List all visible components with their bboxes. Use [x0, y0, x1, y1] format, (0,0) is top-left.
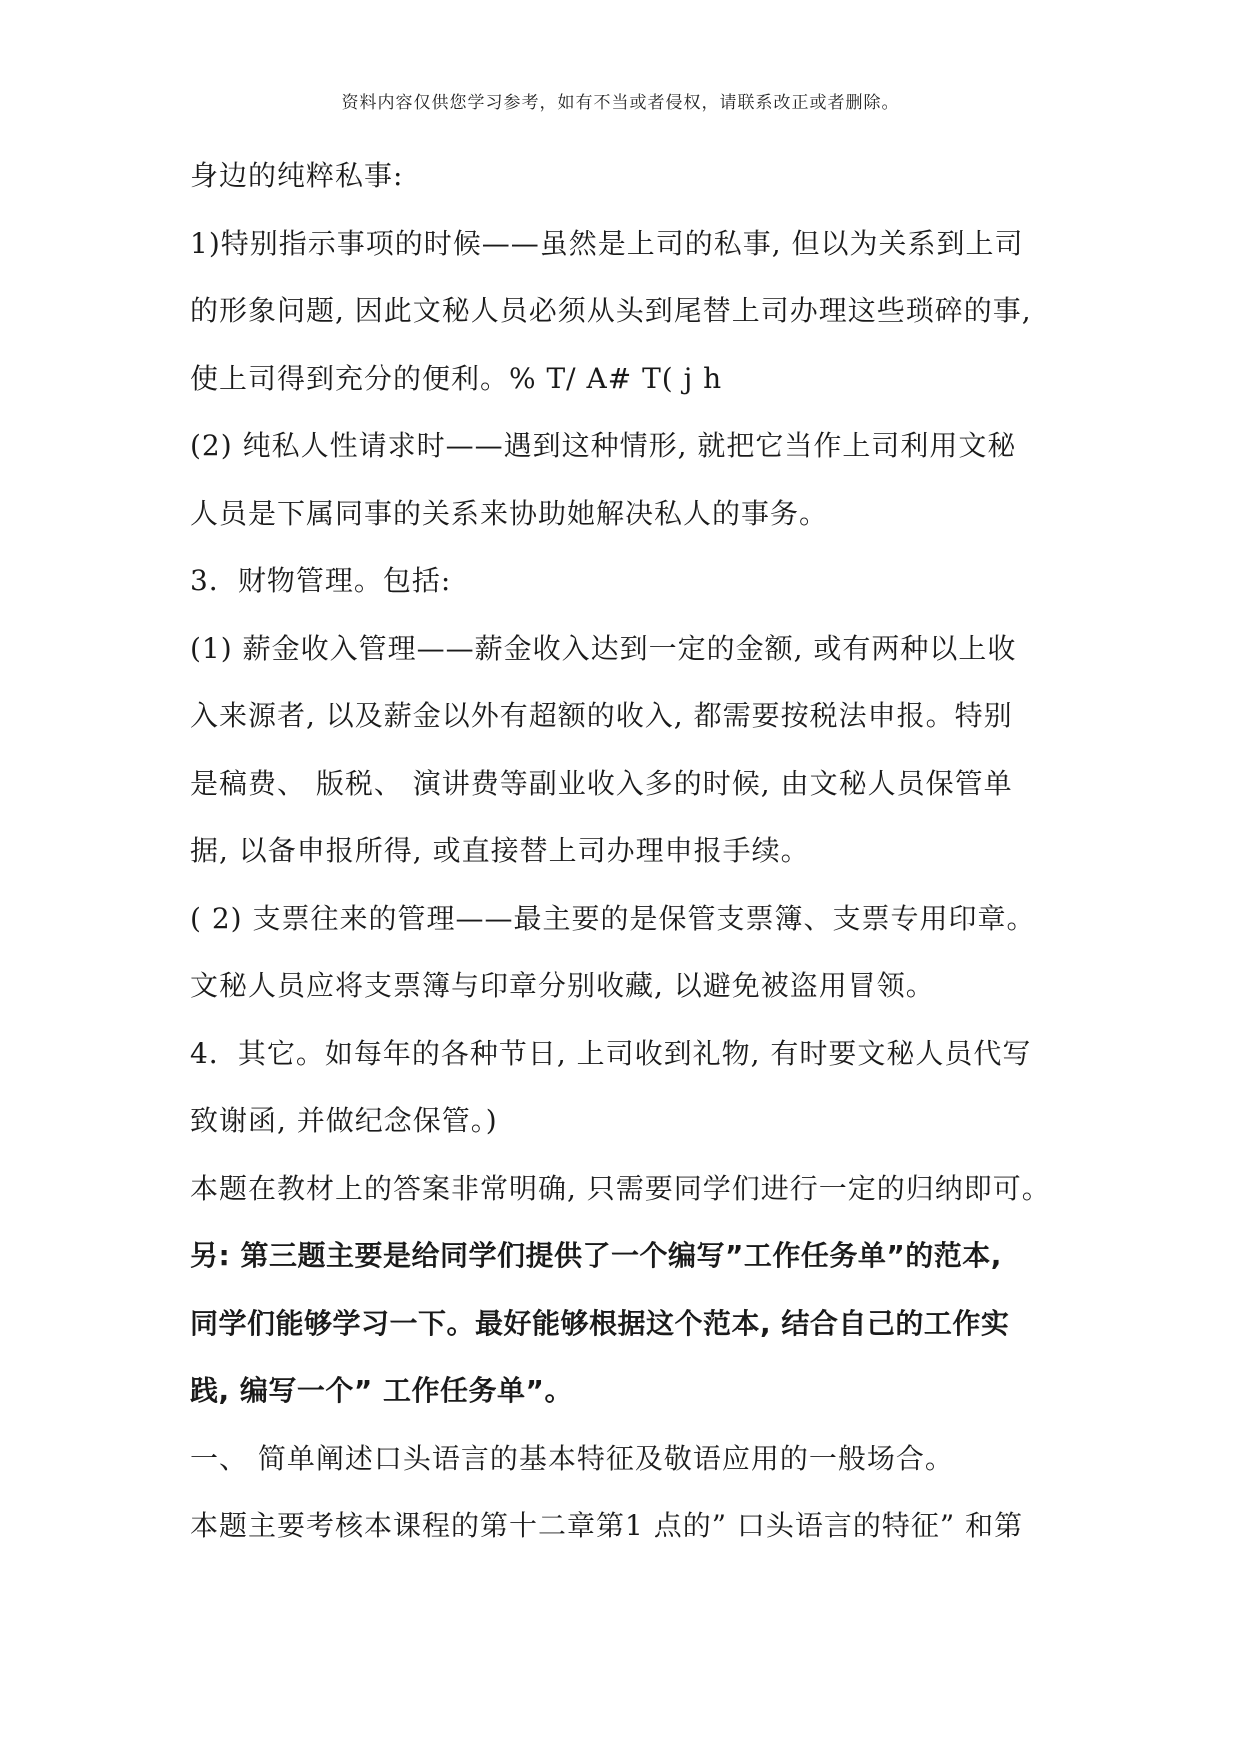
text-line: ( 2) 支票往来的管理——最主要的是保管支票簿、支票专用印章。: [190, 901, 1036, 935]
document-body: [190, 155, 1070, 1573]
text-line: 使上司得到充分的便利。% T/ A# T( j h: [190, 361, 723, 395]
text-line: 本题主要考核本课程的第十二章第1 点的” 口头语言的特征” 和第: [190, 1509, 1024, 1542]
question-heading: 一、 简单阐述口头语言的基本特征及敬语应用的一般场合。: [190, 1441, 954, 1475]
text-line: 入来源者, 以及薪金以外有超额的收入, 都需要按税法申报。特别: [190, 699, 1013, 732]
text-line: 本题在教材上的答案非常明确, 只需要同学们进行一定的归纳即可。: [190, 1171, 1051, 1205]
text-line: 人员是下属同事的关系来协助她解决私人的事务。: [190, 496, 829, 530]
text-line: (1) 薪金收入管理——薪金收入达到一定的金额, 或有两种以上收: [190, 631, 1017, 665]
text-line: (2) 纯私人性请求时——遇到这种情形, 就把它当作上司利用文秘: [190, 429, 1017, 462]
text-line: 身边的纯粹私事:: [190, 159, 404, 192]
header-disclaimer: 资料内容仅供您学习参考，如有不当或者侵权，请联系改正或者删除。: [341, 93, 900, 113]
text-line: 致谢函, 并做纪念保管。): [190, 1104, 498, 1137]
text-line: 4．其它。如每年的各种节日, 上司收到礼物, 有时要文秘人员代写: [190, 1036, 1032, 1070]
bold-text-line: 践, 编写一个” 工作任务单”。: [190, 1374, 573, 1407]
text-line: 据, 以备申报所得, 或直接替上司办理申报手续。: [190, 834, 810, 867]
text-line: 文秘人员应将支票簿与印章分别收藏, 以避免被盗用冒领。: [190, 969, 935, 1002]
text-line: 3．财物管理。包括:: [190, 564, 452, 597]
text-line: 1)特别指示事项的时候——虽然是上司的私事, 但以为关系到上司: [190, 226, 1024, 260]
text-line: 是稿费、 版税、 演讲费等副业收入多的时候, 由文秘人员保管单: [190, 766, 1013, 800]
text-line: 的形象问题, 因此文秘人员必须从头到尾替上司办理这些琐碎的事,: [190, 294, 1032, 327]
bold-text-line: 同学们能够学习一下。最好能够根据这个范本, 结合自己的工作实: [190, 1306, 1010, 1340]
bold-text-line: 另: 第三题主要是给同学们提供了一个编写”工作任务单”的范本,: [190, 1239, 1002, 1272]
